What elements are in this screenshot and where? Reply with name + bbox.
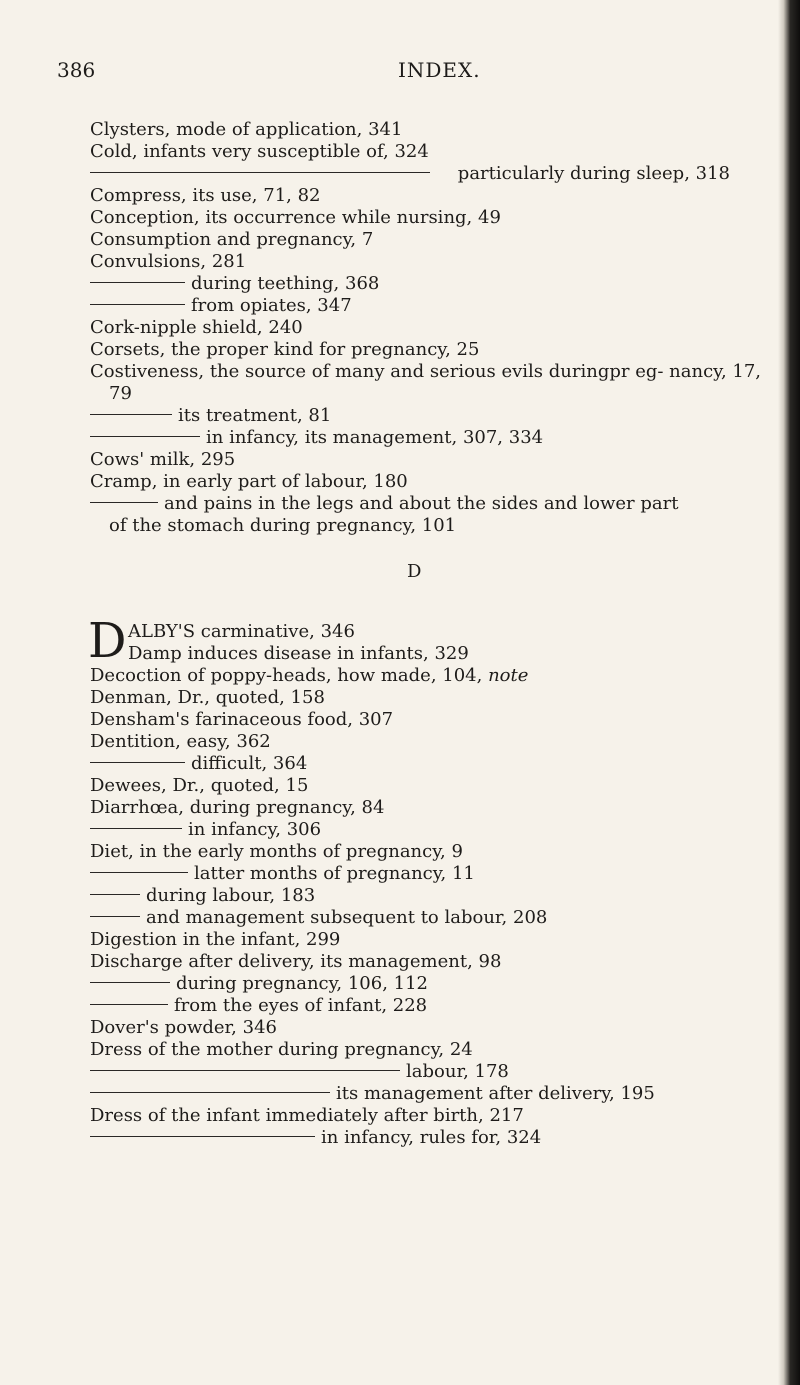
index-entry xyxy=(90,295,770,317)
index-entry-text: Consumption and pregnancy, 7 xyxy=(90,229,374,250)
index-entry-text: Dentition, easy, 362 xyxy=(90,731,271,752)
index-entry xyxy=(90,405,770,427)
index-entry xyxy=(90,1017,770,1039)
index-entry xyxy=(90,665,770,687)
index-entry-text: Diarrhœa, during pregnancy, 84 xyxy=(90,797,385,818)
index-entry-text: Discharge after delivery, its management, 98 xyxy=(90,951,502,972)
index-entry xyxy=(90,819,770,841)
index-entry-text: Compress, its use, 71, 82 xyxy=(90,185,321,206)
index-entry-text: and management subsequent to labour, 208 xyxy=(146,907,548,928)
index-entry xyxy=(90,141,770,163)
index-entry xyxy=(90,515,770,537)
ditto-dash xyxy=(90,916,140,917)
index-entry-text: Decoction of poppy-heads, how made, 104, xyxy=(90,665,489,686)
book-spine-edge xyxy=(778,0,800,1385)
index-entry xyxy=(90,427,770,449)
index-entry xyxy=(90,1083,770,1105)
index-entry xyxy=(90,361,770,405)
index-entry xyxy=(90,273,770,295)
index-group-c xyxy=(90,119,770,537)
index-entry xyxy=(90,1127,770,1149)
ditto-dash xyxy=(90,894,140,895)
index-entry-text: Densham's farinaceous food, 307 xyxy=(90,709,394,730)
ditto-dash xyxy=(90,436,200,437)
index-entry-text: of the stomach during pregnancy, 101 xyxy=(109,515,457,536)
index-entry xyxy=(90,907,770,929)
index-entry xyxy=(90,731,770,753)
ditto-dash xyxy=(90,982,170,983)
index-entry-text: from opiates, 347 xyxy=(191,295,352,316)
index-entry xyxy=(90,119,770,141)
index-entry-text: Denman, Dr., quoted, 158 xyxy=(90,687,325,708)
index-entry-text: during pregnancy, 106, 112 xyxy=(176,973,428,994)
index-entry-text: Convulsions, 281 xyxy=(90,251,247,272)
index-entry-text: Dress of the infant immediately after birth, 217 xyxy=(90,1105,524,1126)
note-marker: note xyxy=(488,665,529,686)
index-entries xyxy=(90,119,770,1149)
index-entry xyxy=(90,163,770,185)
dropcap-entry xyxy=(88,613,770,669)
index-entry-text: Cows' milk, 295 xyxy=(90,449,236,470)
index-entry xyxy=(90,995,770,1017)
index-entry xyxy=(90,471,770,493)
index-entry-text: labour, 178 xyxy=(406,1061,509,1082)
index-entry-text: Clysters, mode of application, 341 xyxy=(90,119,403,140)
section-letter: D xyxy=(407,561,422,582)
ditto-dash xyxy=(90,1092,330,1093)
index-group-d xyxy=(90,665,770,1149)
index-entry xyxy=(90,863,770,885)
ditto-dash xyxy=(90,1136,315,1137)
index-entry xyxy=(90,797,770,819)
index-entry-text: its treatment, 81 xyxy=(178,405,332,426)
index-entry-text: and pains in the legs and about the sides and lower part xyxy=(164,493,679,514)
index-entry-text: in infancy, 306 xyxy=(188,819,322,840)
index-entry xyxy=(90,929,770,951)
ditto-dash xyxy=(90,414,172,415)
index-entry-text: during labour, 183 xyxy=(146,885,316,906)
ditto-dash xyxy=(90,762,185,763)
index-entry xyxy=(90,775,770,797)
index-entry xyxy=(90,449,770,471)
ditto-dash xyxy=(90,304,185,305)
section-heading xyxy=(90,537,770,621)
index-entry-text: Dewees, Dr., quoted, 15 xyxy=(90,775,309,796)
index-entry-text: Cork-nipple shield, 240 xyxy=(90,317,303,338)
index-entry-text: in infancy, its management, 307, 334 xyxy=(206,427,544,448)
page-title: INDEX. xyxy=(398,58,481,82)
index-entry xyxy=(90,229,770,251)
index-entry-text: Digestion in the infant, 299 xyxy=(90,929,341,950)
page-number: 386 xyxy=(57,58,96,82)
index-entry xyxy=(90,251,770,273)
index-entry-text: Corsets, the proper kind for pregnancy, 25 xyxy=(90,339,480,360)
page-header xyxy=(0,58,780,88)
index-entry xyxy=(90,207,770,229)
ditto-dash xyxy=(90,872,188,873)
ditto-dash xyxy=(90,1004,168,1005)
ditto-dash xyxy=(90,1070,400,1071)
index-entry-text: Dress of the mother during pregnancy, 24 xyxy=(90,1039,473,1060)
index-entry-text: Cramp, in early part of labour, 180 xyxy=(90,471,408,492)
index-entry xyxy=(90,493,770,515)
index-entry: ALBY'S carminative, 346 xyxy=(128,621,355,642)
ditto-dash xyxy=(90,172,430,173)
index-entry-text: Conception, its occurrence while nursing, 49 xyxy=(90,207,501,228)
dropcap-letter: D xyxy=(88,613,127,669)
index-entry-text: difficult, 364 xyxy=(191,753,308,774)
index-entry xyxy=(90,1105,770,1127)
index-entry xyxy=(90,1061,770,1083)
index-entry-text: its management after delivery, 195 xyxy=(336,1083,655,1104)
index-entry xyxy=(90,709,770,731)
ditto-dash xyxy=(90,282,185,283)
index-entry-text: in infancy, rules for, 324 xyxy=(321,1127,542,1148)
index-entry xyxy=(90,753,770,775)
index-entry-text: Diet, in the early months of pregnancy, 9 xyxy=(90,841,463,862)
ditto-dash xyxy=(90,502,158,503)
index-entry-text: latter months of pregnancy, 11 xyxy=(194,863,475,884)
index-entry-text: during teething, 368 xyxy=(191,273,380,294)
index-entry xyxy=(90,687,770,709)
index-entry xyxy=(90,951,770,973)
index-entry-text: Cold, infants very susceptible of, 324 xyxy=(90,141,429,162)
index-entry xyxy=(90,317,770,339)
index-entry xyxy=(90,185,770,207)
index-entry xyxy=(90,841,770,863)
index-entry xyxy=(90,885,770,907)
index-entry xyxy=(90,973,770,995)
index-entry-text: from the eyes of infant, 228 xyxy=(174,995,428,1016)
index-entry-text: particularly during sleep, 318 xyxy=(457,163,730,184)
index-entry-text: Costiveness, the source of many and serious evils duringpr eg- nancy, 17, 79 xyxy=(90,361,762,404)
index-entry-text: Dover's powder, 346 xyxy=(90,1017,277,1038)
ditto-dash xyxy=(90,828,182,829)
index-entry xyxy=(90,339,770,361)
index-entry: Damp induces disease in infants, 329 xyxy=(128,643,469,664)
index-entry xyxy=(90,1039,770,1061)
